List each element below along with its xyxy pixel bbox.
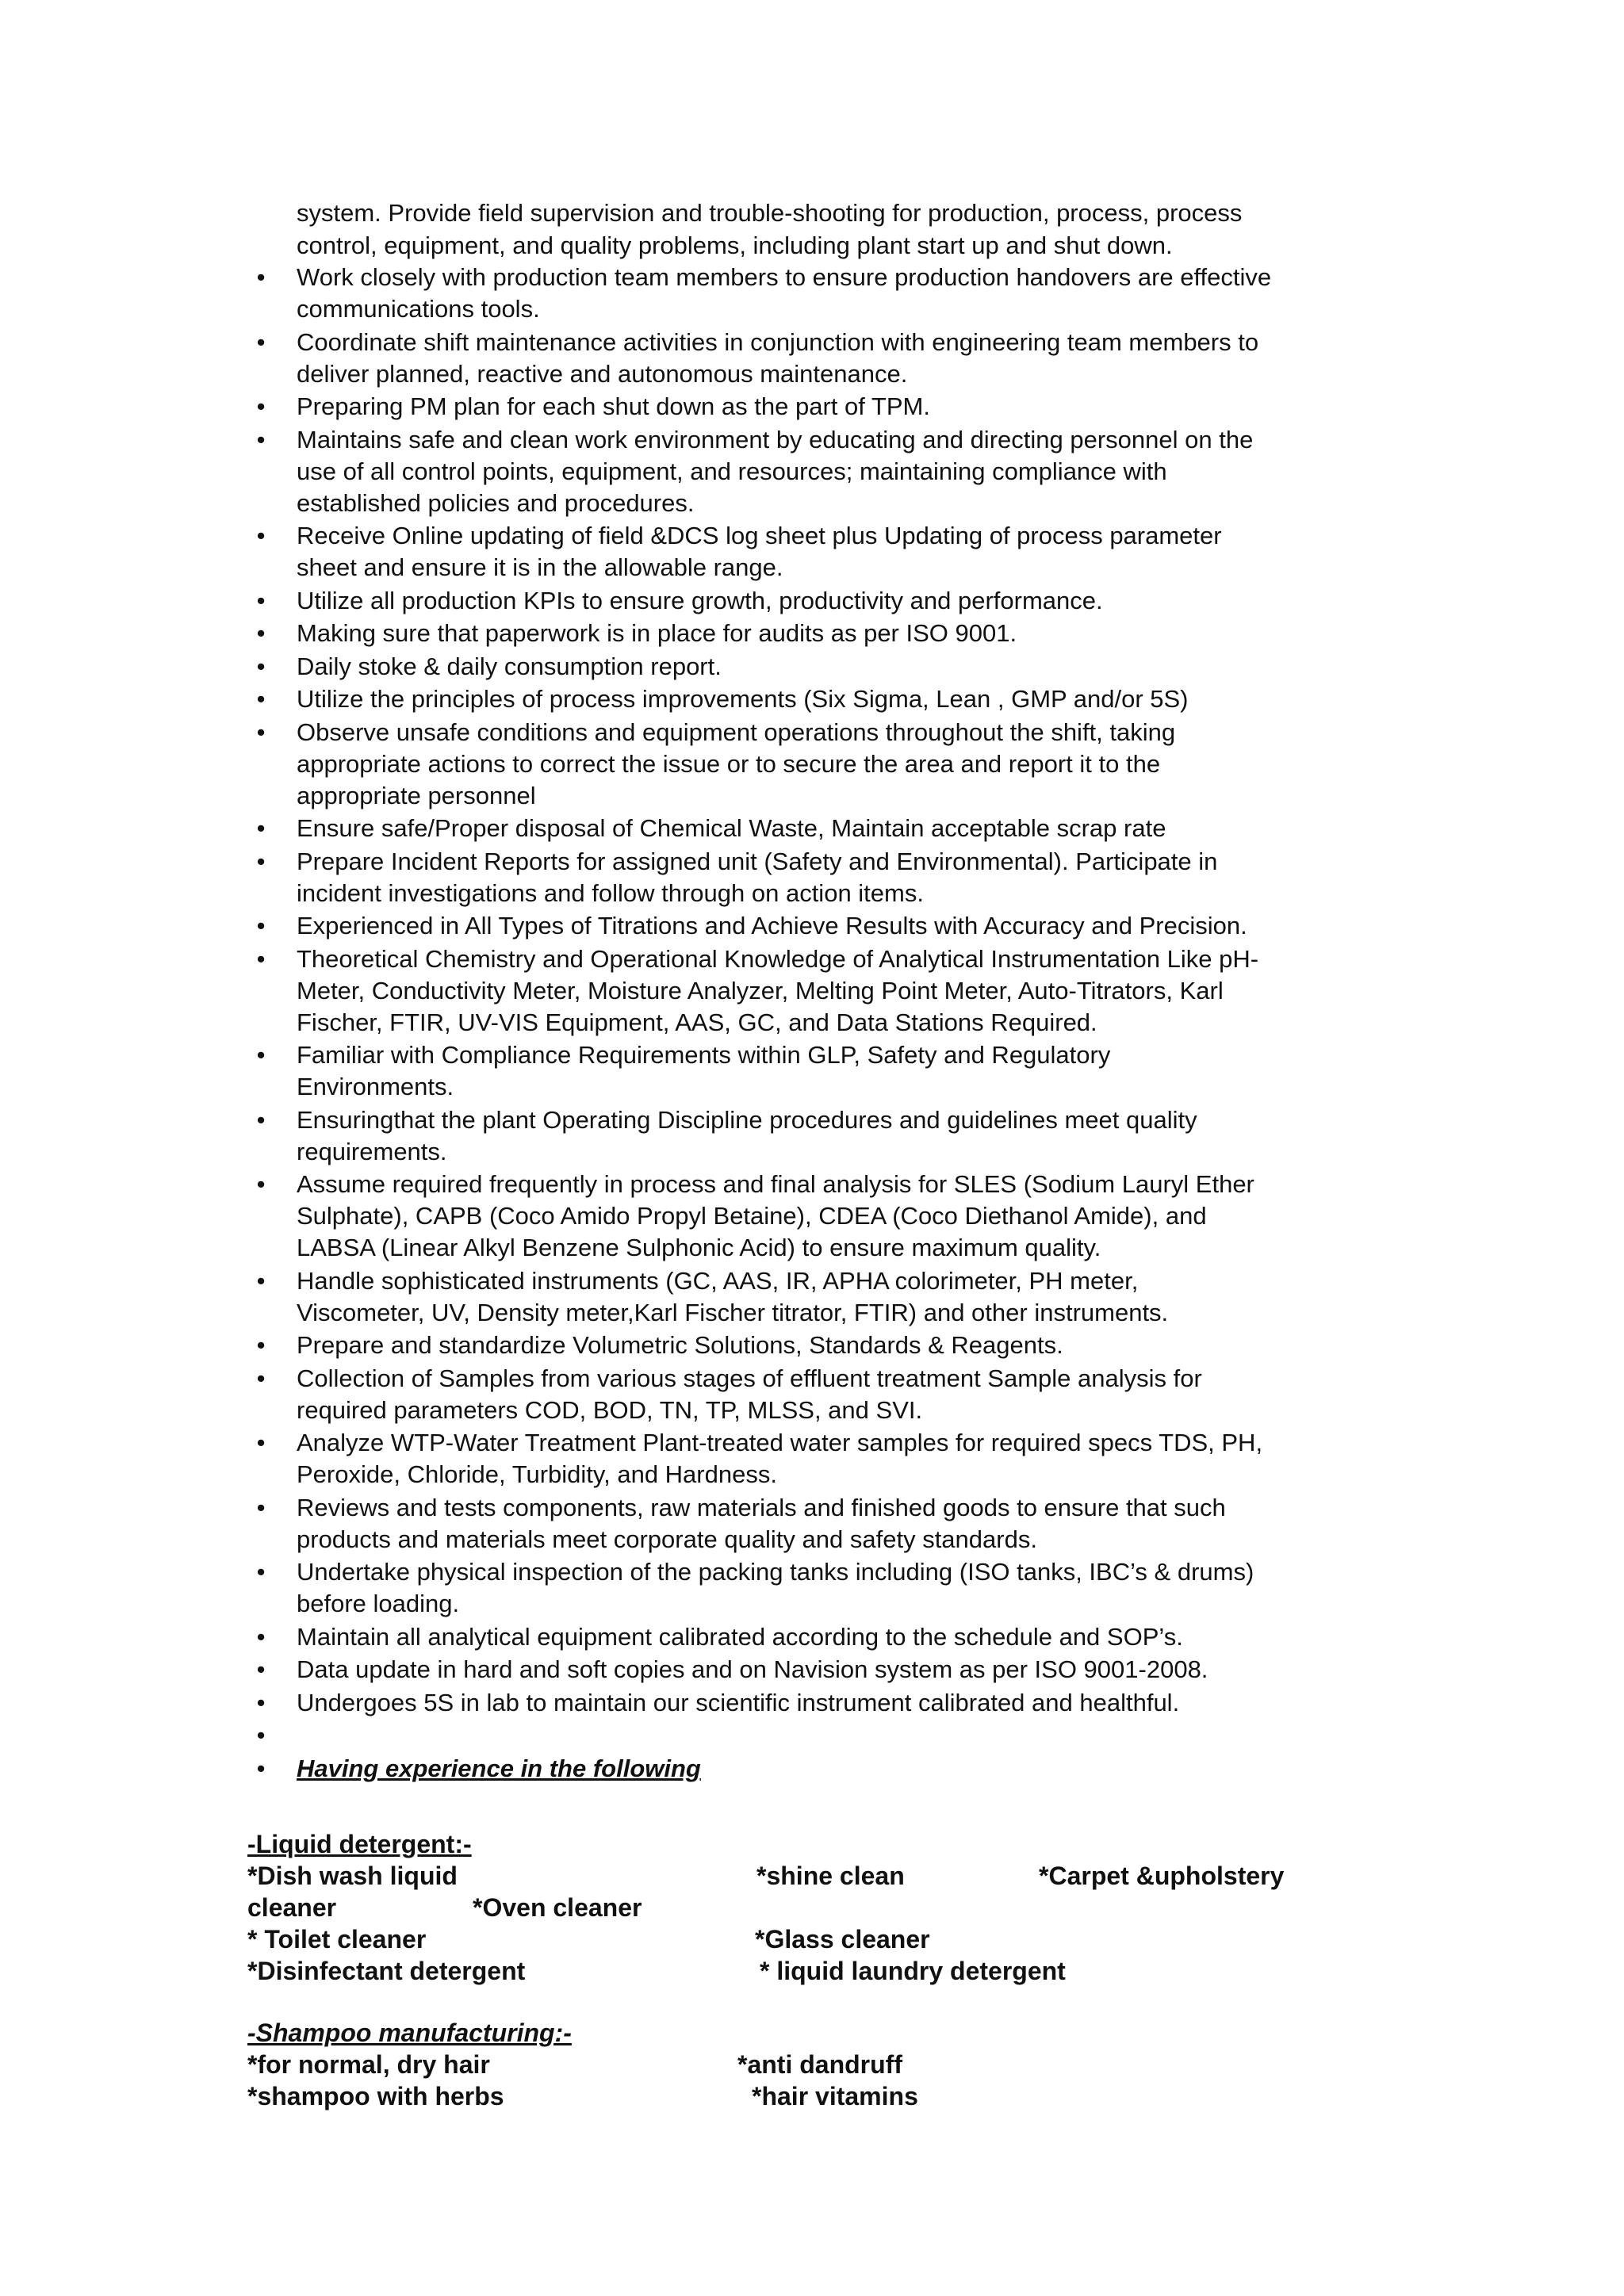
bullet-icon: • bbox=[256, 1622, 266, 1651]
bullet-text: Preparing PM plan for each shut down as the part of TPM. bbox=[297, 392, 930, 420]
product-item: *anti dandruff bbox=[737, 2050, 902, 2079]
bullet-icon: • bbox=[256, 1266, 266, 1295]
bullet-icon: • bbox=[256, 685, 266, 713]
product-item: *for normal, dry hair bbox=[247, 2050, 490, 2079]
bullet-item bbox=[249, 651, 1391, 683]
bullet-text: Theoretical Chemistry and Operational Knowledge of Analytical Instrumentation Like pH- Meter, Conductivity Meter, Moisture Analyzer, Melting Point Meter, Auto-Titrators, Karl Fischer, FTIR, UV-VIS Equipment, AAS, GC, and Data Stations Required. bbox=[297, 944, 1259, 1036]
bullet-text: Ensure safe/Proper disposal of Chemical Waste, Maintain acceptable scrap rate bbox=[297, 814, 1166, 842]
bullet-icon: • bbox=[256, 1364, 266, 1392]
bullet-text: Work closely with production team members to ensure production handovers are effective communications tools. bbox=[297, 263, 1272, 323]
bullet-item bbox=[249, 391, 1391, 423]
bullet-text: Handle sophisticated instruments (GC, AAS, IR, APHA colorimeter, PH meter, Viscometer, UV, Density meter,Karl Fischer titrator, FTIR) and other instruments. bbox=[297, 1266, 1169, 1326]
bullet-icon: • bbox=[256, 847, 266, 875]
bullet-text: Observe unsafe conditions and equipment operations throughout the shift, taking appropriate actions to correct the issue or to secure the area and report it to the appropriate personnel bbox=[297, 718, 1176, 809]
bullet-text: Undergoes 5S in lab to maintain our scientific instrument calibrated and healthful. bbox=[297, 1688, 1180, 1716]
bullet-text: Experienced in All Types of Titrations and Achieve Results with Accuracy and Precision. bbox=[297, 912, 1247, 939]
product-item: *shampoo with herbs bbox=[247, 2082, 504, 2110]
bullet-icon: • bbox=[256, 1754, 266, 1782]
responsibilities-list bbox=[249, 262, 1391, 1785]
bullet-icon: • bbox=[256, 912, 266, 939]
bullet-text: Undertake physical inspection of the packing tanks including (ISO tanks, IBC’s & drums) before loading. bbox=[297, 1558, 1254, 1617]
continuation-paragraph bbox=[297, 197, 1391, 262]
bullet-icon: • bbox=[256, 1558, 266, 1586]
bullet-item bbox=[249, 813, 1391, 844]
bullet-icon: • bbox=[256, 718, 266, 746]
bullet-text: Coordinate shift maintenance activities in conjunction with engineering team members to deliver planned, reactive and autonomous maintenance. bbox=[297, 327, 1259, 388]
bullet-icon: • bbox=[256, 586, 266, 614]
bullet-text: Assume required frequently in process and final analysis for SLES (Sodium Lauryl Ether Sulphate), CAPB (Coco Amido Propyl Betaine), CDEA (Coco Diethanol Amide), and LABSA (Linear Alkyl Benzene Sulphonic Acid) to ensure maximum quality. bbox=[297, 1170, 1254, 1261]
product-item: *Dish wash liquid bbox=[247, 1862, 458, 1890]
bullet-icon: • bbox=[256, 1655, 266, 1683]
bullet-text: Utilize all production KPIs to ensure growth, productivity and performance. bbox=[297, 586, 1103, 614]
product-item: *Glass cleaner bbox=[755, 1925, 930, 1954]
bullet-icon: • bbox=[256, 652, 266, 680]
bullet-icon: • bbox=[256, 522, 266, 549]
bullet-item bbox=[249, 1330, 1391, 1361]
bullet-icon: • bbox=[256, 1429, 266, 1456]
bullet-icon: • bbox=[256, 1170, 266, 1198]
experience-heading: Having experience in the following bbox=[297, 1754, 701, 1782]
bullet-item bbox=[249, 520, 1391, 584]
bullet-item-experience bbox=[249, 1753, 1391, 1785]
bullet-text: Prepare Incident Reports for assigned unit (Safety and Environmental). Participate in incident investigations and follow through on action items. bbox=[297, 847, 1218, 907]
bullet-text: Analyze WTP-Water Treatment Plant-treated water samples for required specs TDS, PH, Peroxide, Chloride, Turbidity, and Hardness. bbox=[297, 1429, 1263, 1488]
bullet-item bbox=[249, 846, 1391, 909]
bullet-item bbox=[249, 1556, 1391, 1620]
bullet-item bbox=[249, 943, 1391, 1039]
product-item: * liquid laundry detergent bbox=[760, 1957, 1066, 1985]
bullet-item bbox=[249, 910, 1391, 942]
bullet-item bbox=[249, 683, 1391, 715]
product-item: *shine clean bbox=[756, 1862, 905, 1890]
product-item: *hair vitamins bbox=[752, 2082, 918, 2110]
bullet-text: Making sure that paperwork is in place for audits as per ISO 9001. bbox=[297, 619, 1017, 647]
bullet-text: Data update in hard and soft copies and on Navision system as per ISO 9001-2008. bbox=[297, 1655, 1208, 1683]
bullet-icon: • bbox=[256, 1041, 266, 1069]
bullet-text: Familiar with Compliance Requirements within GLP, Safety and Regulatory Environments. bbox=[297, 1041, 1111, 1100]
bullet-icon: • bbox=[256, 619, 266, 647]
bullet-item bbox=[249, 1654, 1391, 1686]
bullet-item bbox=[249, 1265, 1391, 1329]
product-item: cleaner bbox=[247, 1893, 337, 1922]
bullet-item bbox=[249, 1039, 1391, 1103]
product-item: *Oven cleaner bbox=[473, 1893, 642, 1922]
bullet-icon: • bbox=[256, 944, 266, 973]
bullet-item bbox=[249, 262, 1391, 325]
bullet-icon: • bbox=[256, 1105, 266, 1134]
bullet-text: Utilize the principles of process improvements (Six Sigma, Lean , GMP and/or 5S) bbox=[297, 685, 1189, 713]
product-item: * Toilet cleaner bbox=[247, 1925, 427, 1954]
continuation-line: control, equipment, and quality problems, including plant start up and shut down. bbox=[297, 232, 1173, 259]
bullet-icon: • bbox=[256, 327, 266, 356]
bullet-icon: • bbox=[256, 263, 266, 291]
bullet-text: Receive Online updating of field &DCS log sheet plus Updating of process parameter sheet and ensure it is in the allowable range. bbox=[297, 522, 1222, 581]
bullet-item bbox=[249, 1720, 1391, 1751]
bullet-icon: • bbox=[256, 814, 266, 842]
bullet-text: Ensuringthat the plant Operating Discipline procedures and guidelines meet quality requirements. bbox=[297, 1105, 1197, 1165]
bullet-item bbox=[249, 1427, 1391, 1490]
bullet-item bbox=[249, 327, 1391, 390]
bullet-item bbox=[249, 424, 1391, 519]
bullet-item bbox=[249, 1169, 1391, 1264]
continuation-line: system. Provide field supervision and trouble-shooting for production, process, process bbox=[297, 199, 1243, 227]
bullet-icon: • bbox=[256, 1721, 266, 1749]
liquid-detergent-heading: -Liquid detergent:- bbox=[247, 1830, 472, 1858]
bullet-icon: • bbox=[256, 425, 266, 453]
product-item: *Disinfectant detergent bbox=[247, 1957, 526, 1985]
shampoo-heading: -Shampoo manufacturing:- bbox=[247, 2019, 572, 2047]
bullet-item bbox=[249, 1363, 1391, 1426]
product-item: *Carpet &upholstery bbox=[1039, 1862, 1285, 1890]
bullet-item bbox=[249, 717, 1391, 812]
bullet-item bbox=[249, 1621, 1391, 1653]
bullet-text: Daily stoke & daily consumption report. bbox=[297, 652, 722, 680]
bullet-text: Collection of Samples from various stages of effluent treatment Sample analysis for required parameters COD, BOD, TN, TP, MLSS, and SVI. bbox=[297, 1364, 1202, 1424]
bullet-text: Reviews and tests components, raw materials and finished goods to ensure that such products and materials meet corporate quality and safety standards. bbox=[297, 1493, 1226, 1553]
bullet-text: Maintains safe and clean work environment by educating and directing personnel on the use of all control points, equipment, and resources; maintaining compliance with established policies and procedures. bbox=[297, 425, 1254, 517]
bullet-item bbox=[249, 1104, 1391, 1168]
bullet-item bbox=[249, 585, 1391, 617]
bullet-item bbox=[249, 618, 1391, 649]
bullet-text: Maintain all analytical equipment calibrated according to the schedule and SOP’s. bbox=[297, 1622, 1183, 1651]
bullet-text: Prepare and standardize Volumetric Solutions, Standards & Reagents. bbox=[297, 1331, 1063, 1359]
bullet-icon: • bbox=[256, 1688, 266, 1716]
bullet-icon: • bbox=[256, 1331, 266, 1359]
bullet-item bbox=[249, 1687, 1391, 1719]
bullet-icon: • bbox=[256, 1493, 266, 1521]
bullet-icon: • bbox=[256, 392, 266, 420]
bullet-item bbox=[249, 1492, 1391, 1556]
